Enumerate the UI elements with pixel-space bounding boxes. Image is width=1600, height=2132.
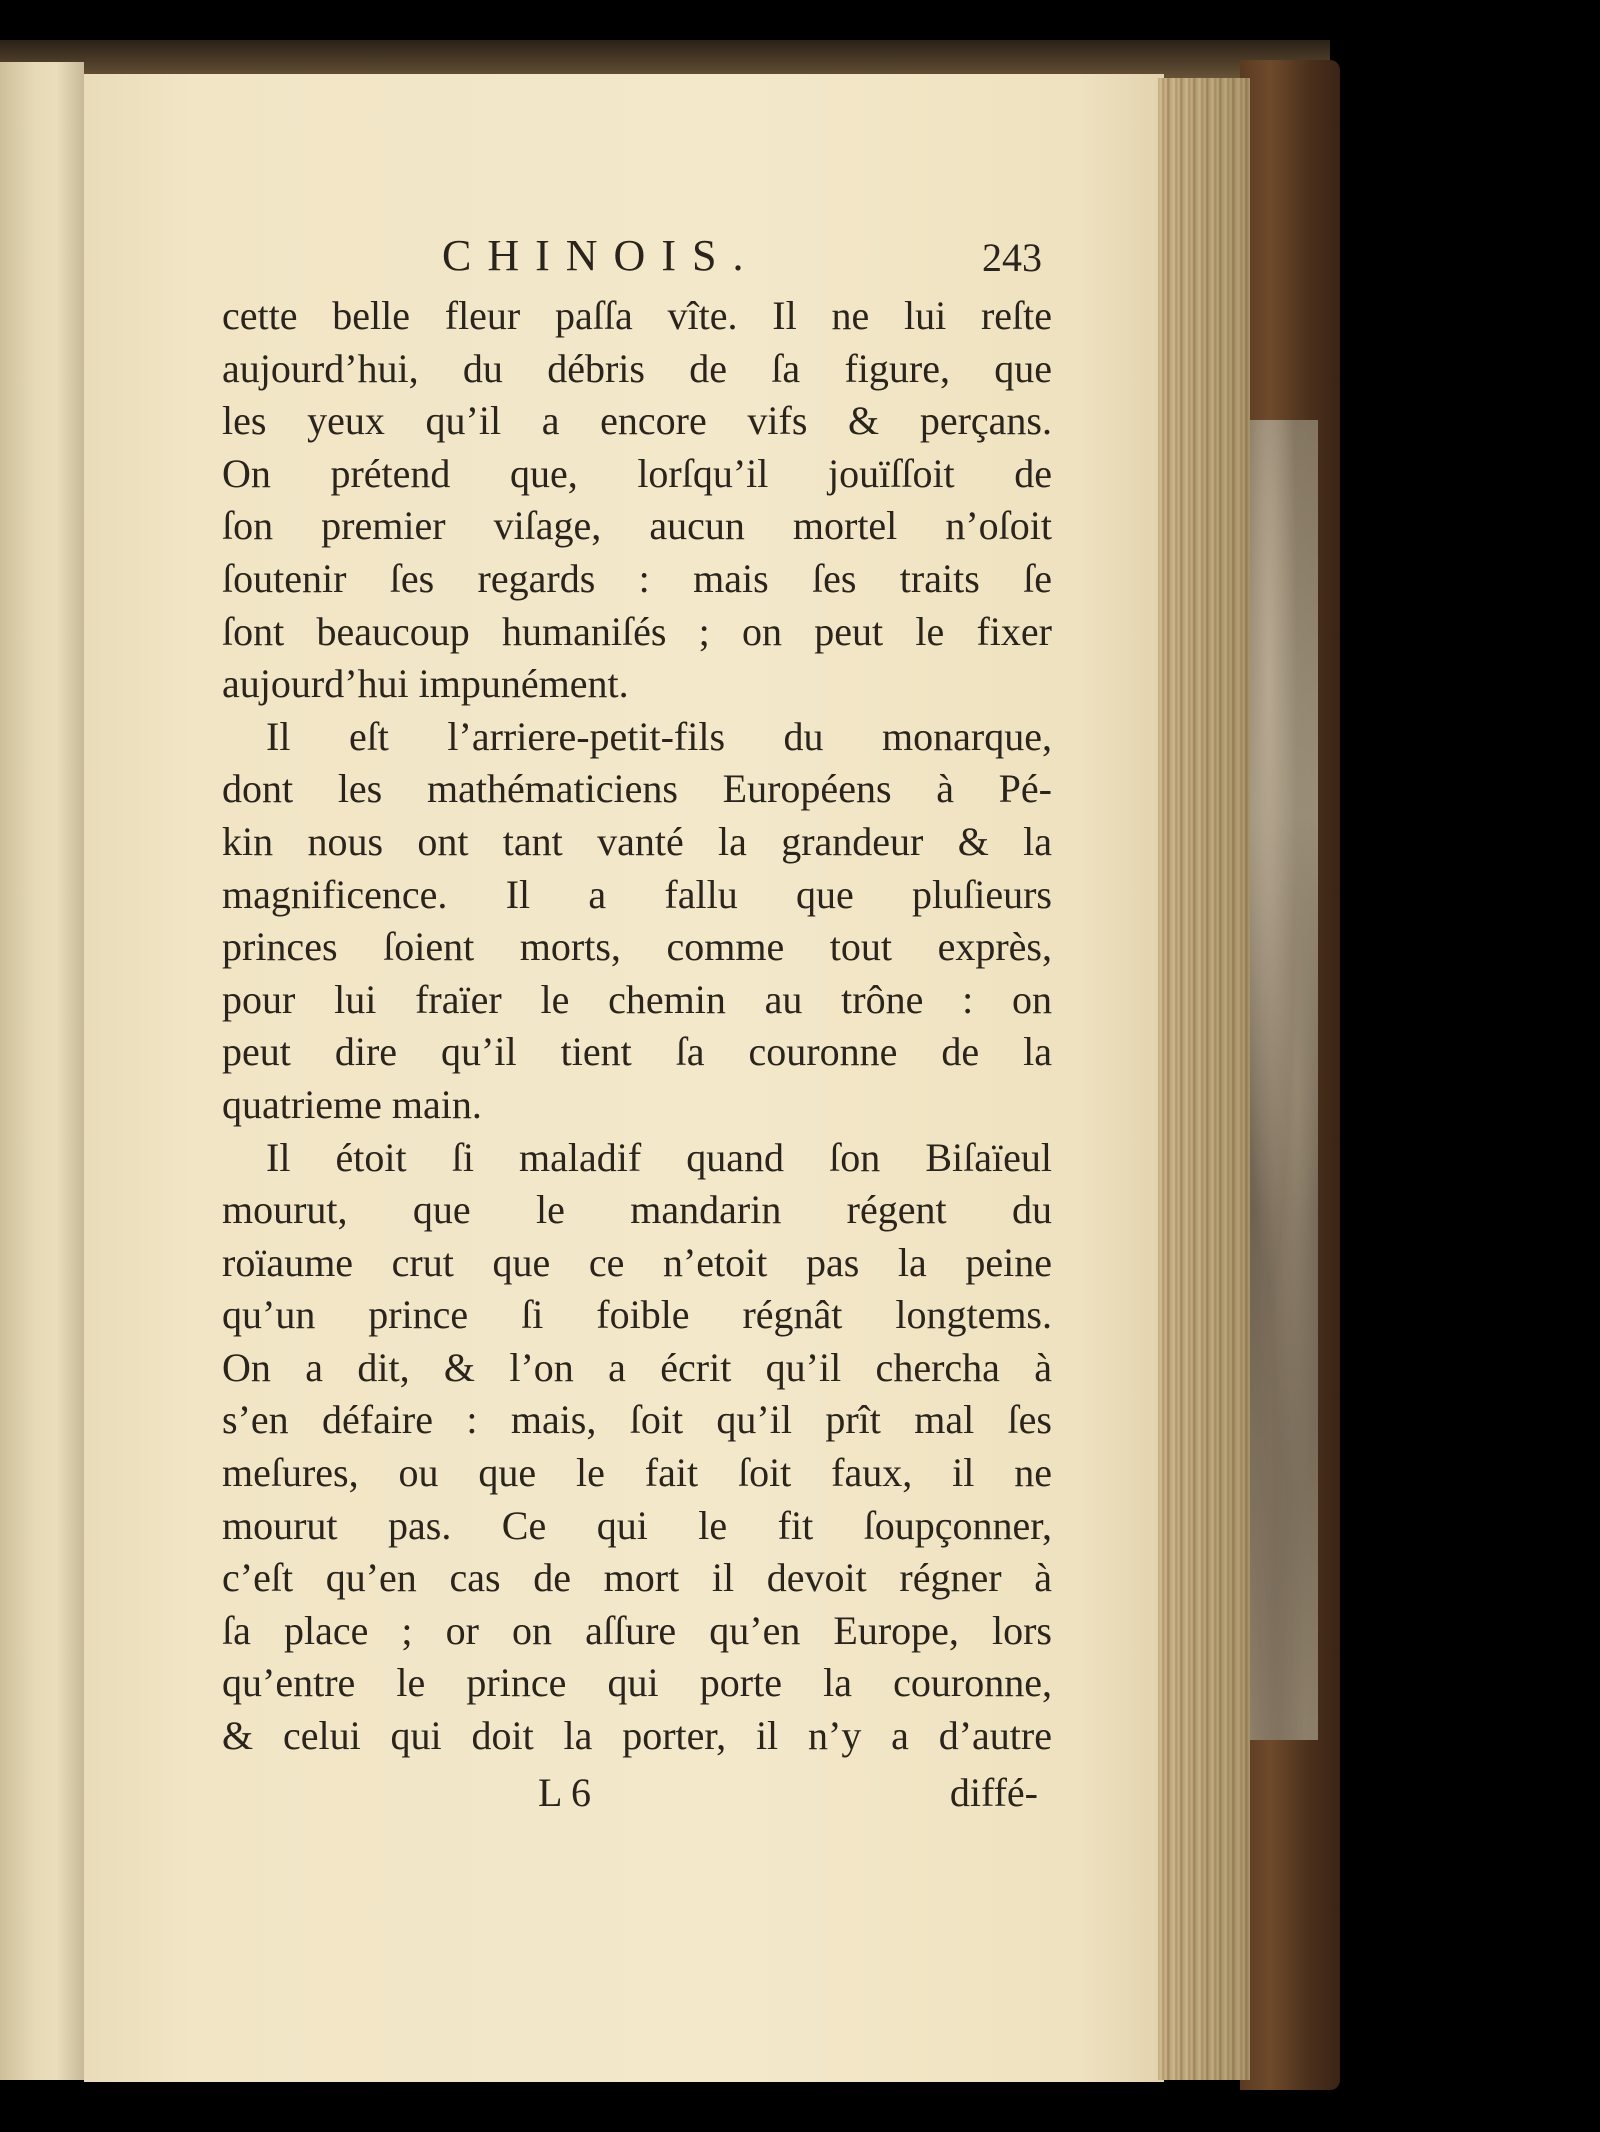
gutter-shadow bbox=[56, 62, 84, 2080]
text-line: c’eſt qu’en cas de mort il devoit régner à bbox=[222, 1555, 1052, 1601]
text-line: ſon premier viſage, aucun mortel n’oſoit bbox=[222, 503, 1052, 549]
text-line: ſont beaucoup humaniſés ; on peut le fixer bbox=[222, 608, 1052, 654]
text-line: & celui qui doit la porter, il n’y a d’autre bbox=[222, 1713, 1052, 1759]
text-line: pour lui fraïer le chemin au trône : on bbox=[222, 976, 1052, 1022]
text-line: roïaume crut que ce n’etoit pas la peine bbox=[222, 1239, 1052, 1285]
text-line: meſures, ou que le fait ſoit faux, il ne bbox=[222, 1450, 1052, 1496]
paragraph bbox=[222, 711, 1052, 1132]
catchword: diffé- bbox=[949, 1769, 1038, 1815]
text-line: qu’un prince ſi foible régnât longtems. bbox=[222, 1292, 1052, 1338]
text-line: les yeux qu’il a encore vifs & perçans. bbox=[222, 398, 1052, 444]
text-line: kin nous ont tant vanté la grandeur & la bbox=[222, 818, 1052, 864]
running-title: CHINOIS. bbox=[442, 231, 760, 280]
page-text-block bbox=[222, 228, 1052, 1821]
text-line: cette belle fleur paſſa vîte. Il ne lui reſte bbox=[222, 293, 1052, 338]
text-line: quatrieme main. bbox=[222, 1081, 482, 1127]
text-line: s’en défaire : mais, ſoit qu’il prît mal ſes bbox=[222, 1397, 1052, 1443]
text-line: aujourd’hui impunément. bbox=[222, 661, 629, 707]
paragraph bbox=[222, 1132, 1052, 1763]
running-head bbox=[222, 228, 1052, 284]
text-line: dont les mathématiciens Européens à Pé- bbox=[222, 766, 1052, 812]
text-line: Il étoit ſi maladif quand ſon Biſaïeul bbox=[266, 1134, 1052, 1180]
text-line: qu’entre le prince qui porte la couronne, bbox=[222, 1660, 1052, 1706]
text-line: Il eſt l’arriere-petit-fils du monarque, bbox=[266, 713, 1052, 759]
text-line: magnificence. Il a fallu que pluſieurs bbox=[222, 871, 1052, 917]
signature-mark: L 6 bbox=[538, 1769, 591, 1815]
text-line: ſa place ; or on aſſure qu’en Europe, lors bbox=[222, 1607, 1052, 1653]
paragraph bbox=[222, 290, 1052, 711]
text-line: aujourd’hui, du débris de ſa figure, que bbox=[222, 345, 1052, 391]
text-line: mourut pas. Ce qui le fit ſoupçonner, bbox=[222, 1502, 1052, 1548]
text-line: On a dit, & l’on a écrit qu’il chercha à bbox=[222, 1344, 1052, 1390]
text-line: mourut, que le mandarin régent du bbox=[222, 1187, 1052, 1233]
marbled-board bbox=[1248, 420, 1318, 1740]
text-line: ſoutenir ſes regards : mais ſes traits ſe bbox=[222, 555, 1052, 601]
text-line: On prétend que, lorſqu’il jouïſſoit de bbox=[222, 450, 1052, 496]
page-number: 243 bbox=[982, 235, 1042, 280]
page-edges-shade bbox=[1158, 78, 1250, 2080]
text-line: peut dire qu’il tient ſa couronne de la bbox=[222, 1029, 1052, 1075]
text-line: princes ſoient morts, comme tout exprès, bbox=[222, 924, 1052, 970]
page-footer bbox=[222, 1765, 1052, 1821]
